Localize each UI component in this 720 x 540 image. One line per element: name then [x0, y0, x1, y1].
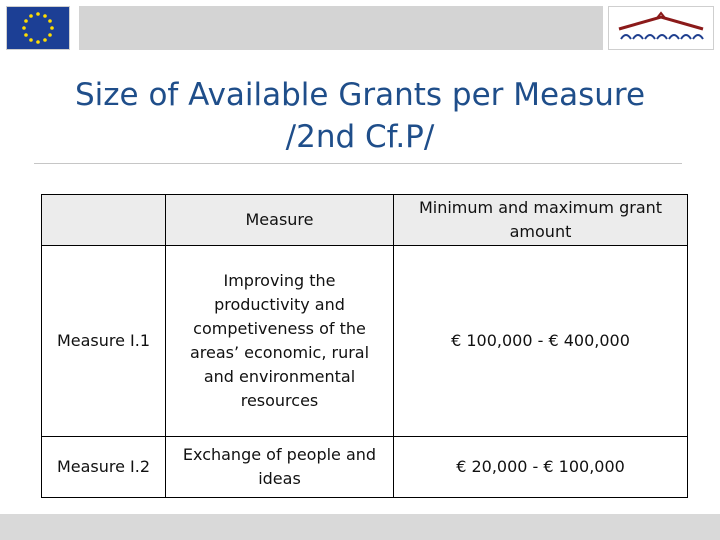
table-row — [42, 436, 688, 497]
header-cell-amount: Minimum and maximum grant amount — [394, 195, 688, 246]
measure-id-cell: Measure I.1 — [42, 246, 166, 436]
table-row — [42, 246, 688, 436]
slide-title — [20, 74, 700, 158]
measure-description-cell: Improving the productivity and competiveness of the areas’ economic, rural and environmental resources — [166, 246, 394, 436]
program-logo-graphic — [609, 7, 713, 49]
slide-title-line2: /2nd Cf.P/ — [285, 119, 435, 155]
measure-description-cell: Exchange of people and ideas — [166, 436, 394, 497]
header-bar — [79, 6, 603, 50]
header-cell-blank — [42, 195, 166, 246]
grants-table — [41, 194, 688, 498]
eu-flag-icon — [6, 6, 70, 50]
header-cell-measure: Measure — [166, 195, 394, 246]
measure-id-cell: Measure I.2 — [42, 436, 166, 497]
header-band — [0, 0, 720, 56]
title-divider — [34, 163, 682, 164]
grant-amount-cell: € 100,000 - € 400,000 — [394, 246, 688, 436]
footer-band — [0, 514, 720, 540]
eu-stars — [7, 7, 69, 49]
grant-amount-cell: € 20,000 - € 100,000 — [394, 436, 688, 497]
table-header-row — [42, 195, 688, 246]
program-logo-icon — [608, 6, 714, 50]
slide-title-line1: Size of Available Grants per Measure — [74, 77, 646, 113]
